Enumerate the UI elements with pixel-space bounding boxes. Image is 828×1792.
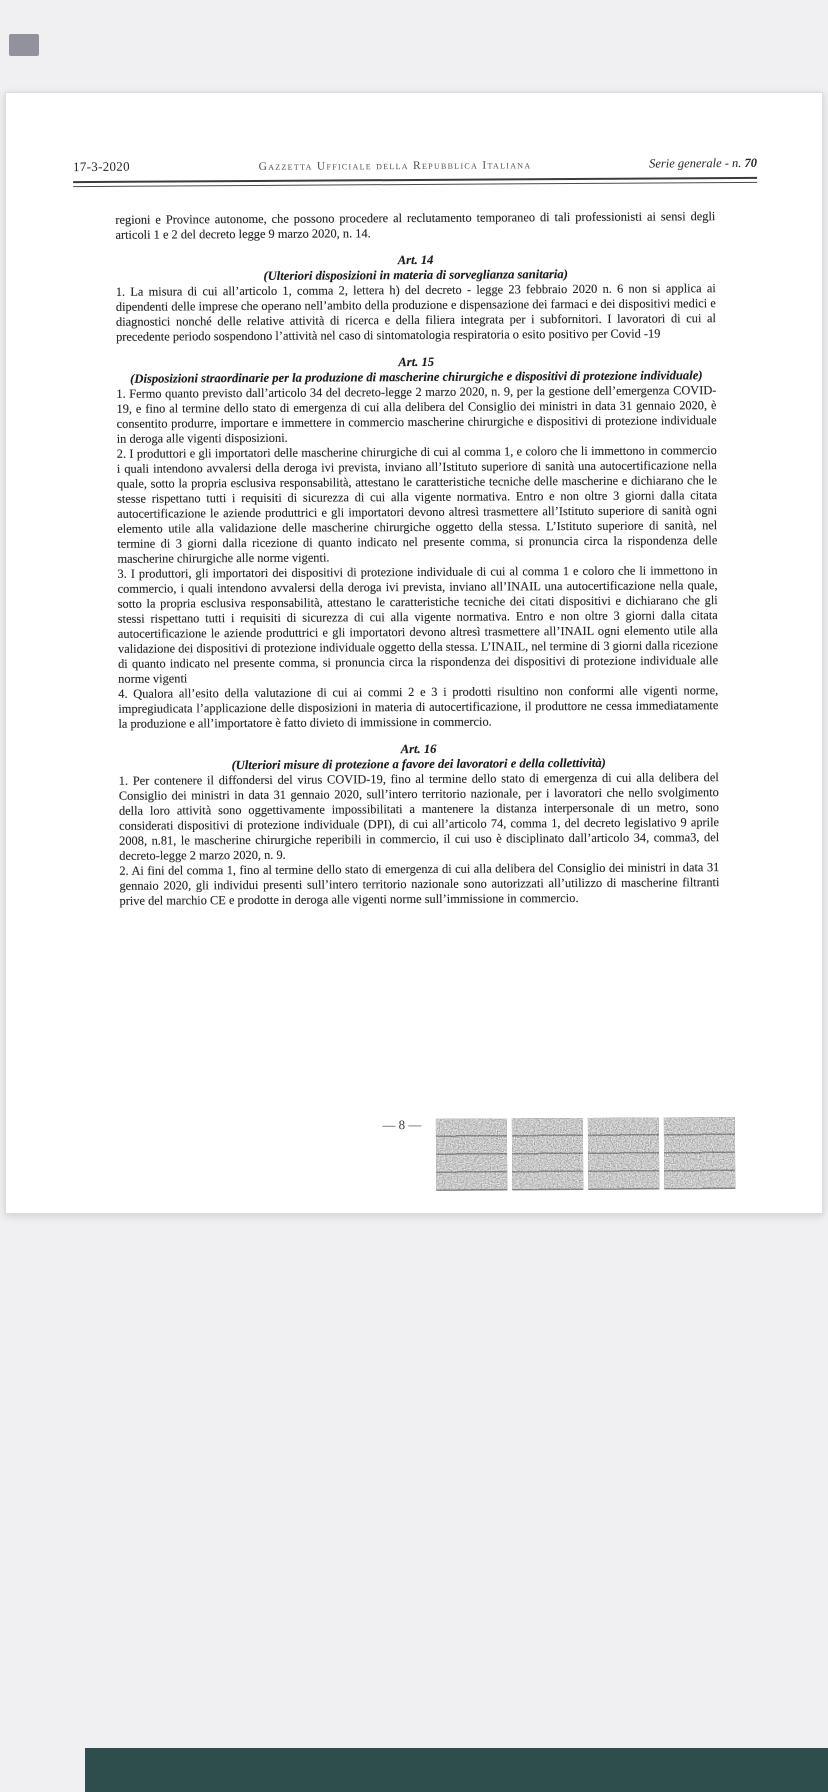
signature-noise-row — [436, 1117, 735, 1191]
article-15 — [116, 353, 718, 732]
masthead-divider — [73, 177, 757, 187]
signature-noise-block — [588, 1118, 659, 1190]
article-paragraph: 2. I produttori e gli importatori delle mascherine chirurgiche di cui al comma 1, e coloro che li immettono in commercio i quali intendono avvalersi della deroga ivi prevista, inviano all’Istituto superiore di sanità una autocertificazione nella quale, sotto la propria esclusiva responsabilità, attestano le caratteristiche tecniche delle mascherine e dichiarano che le stesse rispettano tutti i requisiti di sicurezza di cui alla vigente normativa. Entro e non oltre 3 giorni dalla citata autocertificazione le aziende produttrici e gli importatori devono altresì trasmettere all’Istituto superiore di sanità ogni elemento utile alla validazione delle mascherine chirurgiche oggetto della stessa. L’Istituto superiore di sanità, nel termine di 3 giorni dalla ricezione di quanto indicato nel presente comma, si pronuncia circa la rispondenza delle mascherine chirurgiche alle norme vigenti. — [116, 443, 718, 566]
top-left-placeholder — [9, 34, 39, 56]
document-page — [5, 92, 823, 1214]
signature-noise-block — [436, 1118, 507, 1190]
signature-noise-block — [512, 1118, 583, 1190]
article-heading: Art. 14 — [397, 252, 434, 268]
article-paragraph: 4. Qualora all’esito della valutazione di cui ai commi 2 e 3 i prodotti risultino non conformi alle vigenti norme, impregiudicata l’applicazione delle disposizioni in materia di autocertificazione, il produttore ne cessa immediatamente la produzione e all’importatore è fatto divieto di immissione in commercio. — [118, 683, 719, 731]
masthead-date: 17-3-2020 — [72, 158, 130, 175]
article-subtitle: (Ulteriori disposizioni in materia di sorveglianza sanitaria) — [263, 267, 568, 283]
masthead — [73, 155, 757, 175]
scanned-content — [3, 91, 826, 1216]
document-body — [115, 209, 719, 909]
signature-noise-block — [664, 1117, 735, 1189]
article-heading: Art. 15 — [398, 354, 435, 370]
page-number: — 8 — — [382, 1116, 422, 1133]
masthead-series — [597, 156, 757, 172]
article-paragraph: 1. La misura di cui all’articolo 1, comma 2, lettera h) del decreto - legge 23 febbraio 2020 n. 6 non si applica ai dipendenti delle imprese che operano nell’ambito della produzione e dispensazione dei farmaci e dei dispositivi medici e diagnostici nonché delle relative attività di ricerca e della filiera integrata per i subfornitori. I lavoratori di cui al precedente periodo sospendono l’attività nel caso di sintomatologia respiratoria o esito positivo per Covid -19 — [115, 281, 717, 344]
series-label: Serie generale - n. — [649, 155, 742, 171]
article-paragraph: 1. Per contenere il diffondersi del virus COVID-19, fino al termine dello stato di emergenza di cui alla delibera del Consiglio dei ministri in data 31 gennaio 2020, sull’intero territorio nazionale, per i lavoratori che nello svolgimento della loro attività sono oggettivamente impossibilitati a mantenere la distanza interpersonale di un metro, sono considerati dispositivi di protezione individuale (DPI), di cui all’articolo 74, comma 1, del decreto legislativo 9 aprile 2008, n.81, le mascherine chirurgiche reperibili in commercio, il cui uso è disciplinato dall’articolo 34, comma3, del decreto-legge 2 marzo 2020, n. 9. — [118, 770, 720, 863]
article-paragraph: 3. I produttori, gli importatori dei dispositivi di protezione individuale di cui al comma 1 e coloro che li immettono in commercio, i quali intendono avvalersi della deroga ivi prevista, inviano all’INAIL una autocertificazione nella quale, sotto la propria esclusiva responsabilità, attestano le caratteristiche tecniche dei citati dispositivi e dichiarano che gli stessi rispettano tutti i requisiti di sicurezza di cui alla vigente normativa. Entro e non oltre 3 giorni dalla citata autocertificazione le aziende produttrici e gli importatori devono altresì trasmettere all’INAIL ogni elemento utile alla validazione dei dispositivi di protezione individuale oggetto della stessa. L’INAIL, nel termine di 3 giorni dalla ricezione di quanto indicato nel presente comma, si pronuncia circa la rispondenza dei dispositivi di protezione individuale alle norme vigenti — [117, 563, 719, 686]
page-footer — [9, 1114, 825, 1201]
bottom-toolbar — [85, 1748, 828, 1792]
issue-number: 70 — [744, 155, 758, 170]
article-subtitle: (Disposizioni straordinarie per la produzione di mascherine chirurgiche e dispositivi di protezione individuale) — [130, 368, 703, 386]
masthead-title: Gazzetta Ufficiale della Repubblica Italiana — [258, 159, 532, 173]
article-subtitle: (Ulteriori misure di protezione a favore dei lavoratori e della collettività) — [231, 755, 606, 773]
article-heading: Art. 16 — [400, 741, 437, 757]
article-paragraph: 2. Ai fini del comma 1, fino al termine dello stato di emergenza di cui alla delibera del Consiglio dei ministri in data 31 gennaio 2020, gli individui presenti sull’intero territorio nazionale sono autorizzati all’utilizzo di mascherine filtranti prive del marchio CE e prodotte in deroga alle vigenti norme sull’immissione in commercio. — [119, 860, 720, 908]
article-14 — [116, 251, 717, 345]
intro-paragraph: regioni e Province autonome, che possono procedere al reclutamento temporaneo di tali professionisti ai sensi degli articoli 1 e 2 del decreto legge 9 marzo 2020, n. 14. — [115, 209, 716, 242]
article-16 — [119, 740, 720, 909]
article-paragraph: 1. Fermo quanto previsto dall’articolo 34 del decreto-legge 2 marzo 2020, n. 9, per la gestione dell’emergenza COVID-19, e fino al termine dello stato di emergenza di cui alla delibera del Consiglio dei ministri in data 31 gennaio 2020, è consentito produrre, importare e immettere in commercio mascherine chirurgiche e dispositivi di protezione individuale in deroga alle vigenti disposizioni. — [116, 383, 717, 446]
